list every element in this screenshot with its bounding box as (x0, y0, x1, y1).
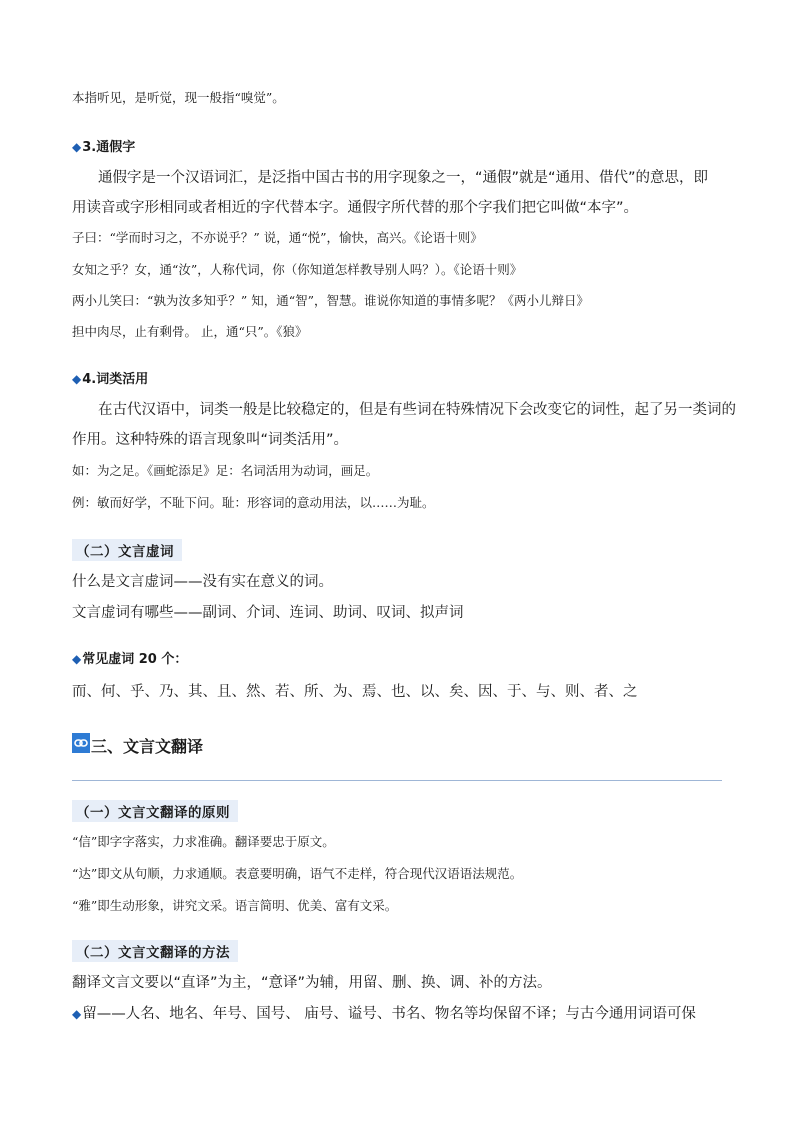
diamond-bullet-icon: ◆ (72, 140, 82, 154)
paragraph-line: 什么是文言虚词——没有实在意义的词。 (72, 574, 333, 590)
diamond-bullet-icon: ◆ (72, 372, 82, 386)
paragraph-line: 通假字是一个汉语词汇，是泛指中国古书的用字现象之一，“通假”就是“通用、借代”的意思，即 (98, 170, 709, 186)
example-line: 两小儿笑曰：“孰为汝多知乎？” 知，通“智”，智慧。谁说你知道的事情多呢？《两小儿辩日》 (72, 293, 590, 308)
paragraph-line: 用读音或字形相同或者相近的字代替本字。通假字所代替的那个字我们把它叫做“本字”。 (72, 200, 639, 216)
section-title: 三、文言文翻译 (91, 737, 204, 756)
subheading-fanyiyuanze (72, 800, 238, 822)
example-line: 担中肉尽，止有剩骨。 止，通“只”。《狼》 (72, 324, 308, 339)
paragraph-line: 文言虚词有哪些——副词、介词、连词、助词、叹词、拟声词 (72, 605, 464, 621)
paragraph-line: 在古代汉语中，词类一般是比较稳定的，但是有些词在特殊情况下会改变它的词性，起了另一类词的 (98, 402, 736, 418)
section-divider (72, 780, 722, 781)
xuci-list: 而、何、乎、乃、其、且、然、若、所、为、焉、也、以、矣、因、于、与、则、者、之 (72, 684, 638, 700)
heading-changjianxuci (72, 648, 187, 667)
paragraph-line: “雅”即生动形象，讲究文采。语言简明、优美、富有文采。 (72, 898, 398, 913)
heading-label: 常见虚词 20 个： (82, 652, 188, 667)
heading-label: 4.词类活用 (82, 372, 149, 387)
diamond-bullet-icon: ◆ (72, 1007, 82, 1021)
paragraph-line: “达”即文从句顺，力求通顺。表意要明确，语气不走样，符合现代汉语语法规范。 (72, 866, 523, 881)
example-line: 子曰：“学而时习之，不亦说乎？” 说，通“悦”，愉快，高兴。《论语十则》 (72, 230, 483, 245)
section-link-icon (72, 733, 90, 753)
subheading-label: （二）文言虚词 (72, 539, 182, 561)
paragraph-line: “信”即字字落实，力求准确。翻译要忠于原文。 (72, 834, 335, 849)
heading-tongjiazi (72, 136, 135, 155)
subheading-label: （一）文言文翻译的原则 (72, 800, 238, 822)
heading-cileihuoyong (72, 368, 148, 387)
method-text: 留——人名、地名、年号、国号、 庙号、谥号、书名、物名等均保留不译；与古今通用词语可保 (82, 1006, 696, 1022)
paragraph-line: 作用。这种特殊的语言现象叫“词类活用”。 (72, 432, 349, 448)
subheading-fanyifangfa (72, 940, 238, 962)
method-line (72, 1002, 696, 1023)
example-line: 女知之乎？女，通“汝”，人称代词，你（你知道怎样教导别人吗？）。《论语十则》 (72, 262, 523, 277)
diamond-bullet-icon: ◆ (72, 652, 82, 666)
subheading-wenyanxuci (72, 539, 182, 561)
example-line: 如：为之足。《画蛇添足》足：名词活用为动词，画足。 (72, 463, 379, 478)
paragraph-line: 翻译文言文要以“直译”为主，“意译”为辅，用留、删、换、调、补的方法。 (72, 975, 552, 991)
subheading-label: （二）文言文翻译的方法 (72, 940, 238, 962)
text-line: 本指听见，是听觉，现一般指“嗅觉”。 (72, 90, 285, 105)
heading-label: 3.通假字 (82, 140, 136, 155)
example-line: 例：敏而好学，不耻下问。耻：形容词的意动用法，以……为耻。 (72, 495, 435, 510)
